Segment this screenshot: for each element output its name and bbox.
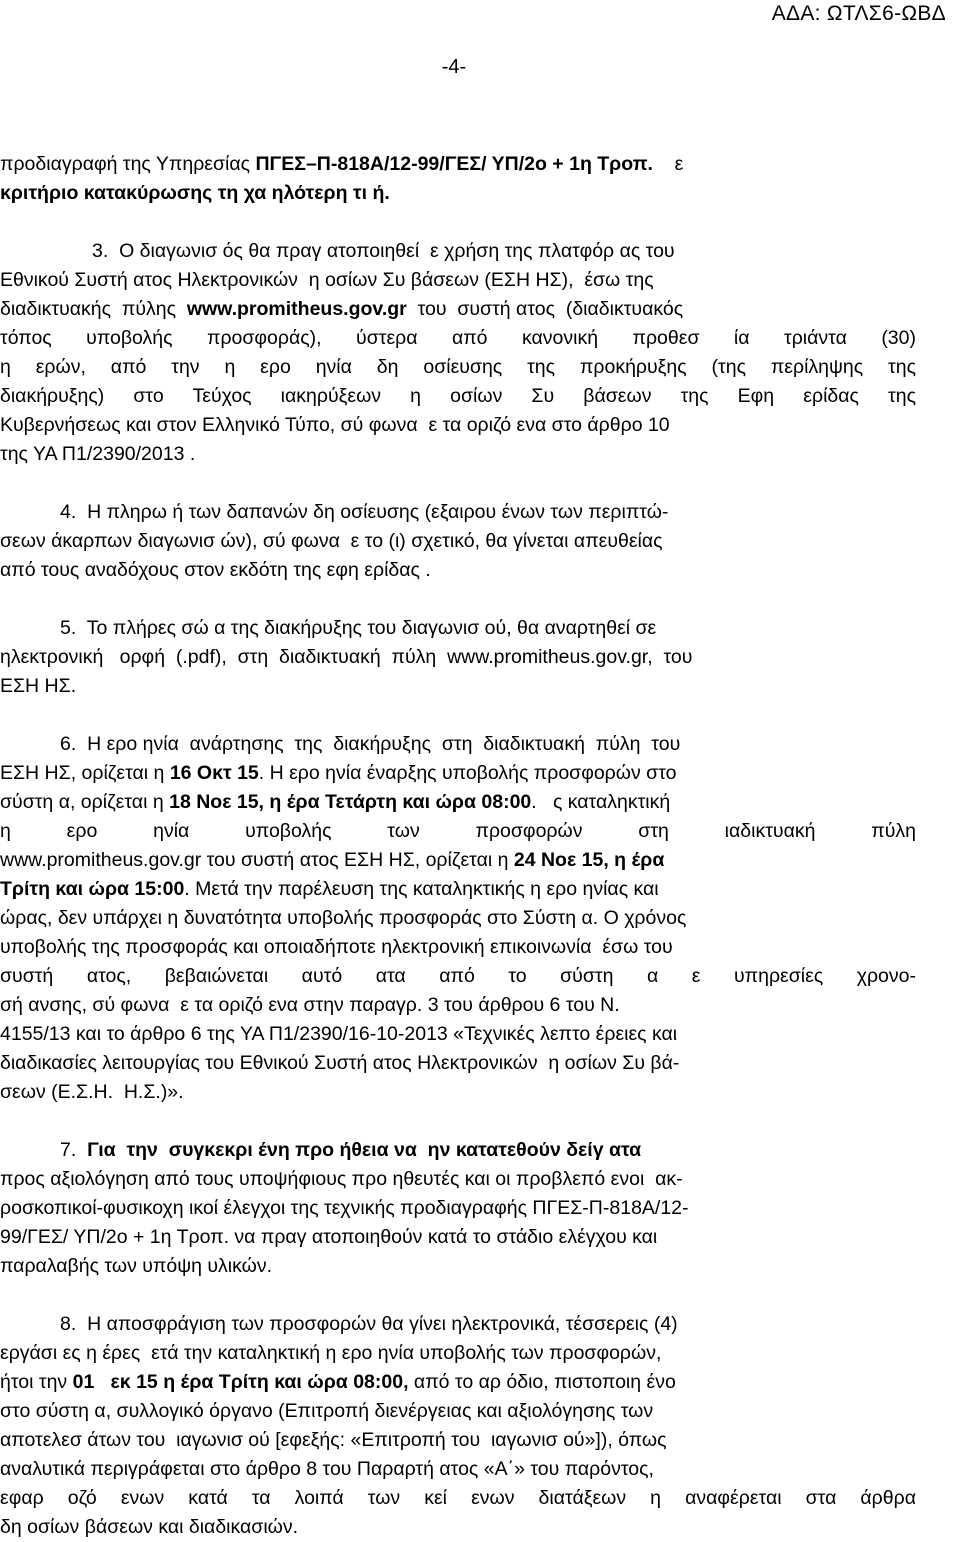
text-run: διακήρυξης) στο Τεύχος ιακηρύξεων η οσίων Συ βάσεων της Εφη ερίδας της: [0, 385, 916, 407]
text-run: της ΥΑ Π1/2390/2013 .: [0, 443, 196, 465]
text-run: ΕΣΗ ΗΣ, ορίζεται η: [0, 762, 170, 784]
bold-run: 01 εκ 15 η έρα Τρίτη και ώρα 08:00,: [72, 1371, 409, 1393]
text-run: ε: [652, 153, 684, 175]
text-run: εργάσι ες η έρες ετά την καταληκτική η ερο ηνία υποβολής των προσφορών,: [0, 1342, 662, 1364]
text-line: [0, 527, 663, 556]
text-line: [0, 643, 692, 672]
text-run: 99/ΓΕΣ/ ΥΠ/2ο + 1η Τροπ. να πραγ ατοποιηθούν κατά το στάδιο ελέγχου και: [0, 1226, 658, 1248]
text-run: 4155/13 και το άρθρο 6 της ΥΑ Π1/2390/16-10-2013 «Τεχνικές λεπτο έρειες και: [0, 1023, 678, 1045]
bold-run: κριτήριο κατακύρωσης τη χα ηλότερη τι ή.: [0, 182, 390, 204]
text-line: [0, 1455, 654, 1484]
text-line: [0, 295, 683, 324]
ada-code: ΑΔΑ: ΩΤΛΣ6-ΩΒΔ: [771, 2, 946, 25]
text-run: προς αξιολόγηση από τους υποψήφιους προ ηθευτές και οι προβλεπό ενοι ακ-: [0, 1168, 683, 1190]
text-run: υποβολής της προσφοράς και οποιαδήποτε ηλεκτρονική επικοινωνία έσω του: [0, 936, 673, 958]
text-line: [0, 1049, 679, 1078]
text-line: [0, 411, 670, 440]
text-run: www.promitheus.gov.gr του συστή ατος ΕΣΗ ΗΣ, ορίζεται η: [0, 849, 514, 871]
text-line: [0, 1252, 272, 1281]
text-run: ήτοι την: [0, 1371, 73, 1393]
text-run: ηλεκτρονική ορφή (.pdf), στη διαδικτυακή πύλη www.promitheus.gov.gr, του: [0, 646, 693, 668]
text-run: 6. Η ερο ηνία ανάρτησης της διακήρυξης στη διαδικτυακή πύλη του: [60, 733, 681, 755]
text-run: ΕΣΗ ΗΣ.: [0, 675, 77, 697]
text-line: [0, 440, 195, 469]
text-run: τόπος υποβολής προσφοράς), ύστερα από κανονική προθεσ ία τριάντα (30): [0, 327, 916, 349]
text-run: ώρας, δεν υπάρχει η δυνατότητα υποβολής προσφοράς στο Σύστη α. Ο χρόνος: [0, 907, 687, 929]
text-line: [0, 1368, 676, 1397]
text-line: [60, 614, 656, 643]
text-run: εφαρ οζό ενων κατά τα λοιπά των κεί ενων διατάξεων η αναφέρεται στα άρθρα: [0, 1487, 916, 1509]
bold-run: ΠΓΕΣ–Π-818Α/12-99/ΓΕΣ/ ΥΠ/2ο + 1η Τροπ.: [255, 153, 653, 175]
text-run: Εθνικού Συστή ατος Ηλεκτρονικών η οσίων Συ βάσεων (ΕΣΗ ΗΣ), έσω της: [0, 269, 654, 291]
text-run: 4. Η πληρω ή των δαπανών δη οσίευσης (εξαιρου ένων των περιπτώ-: [60, 501, 669, 523]
text-run: του συστή ατος (διαδικτυακός: [406, 298, 684, 320]
text-line: [60, 1136, 641, 1165]
text-line: [0, 382, 916, 411]
text-line: [0, 1078, 184, 1107]
text-line: [0, 875, 659, 904]
text-run: 7.: [60, 1139, 88, 1161]
text-run: στο σύστη α, συλλογικό όργανο (Επιτροπή διενέργειας και αξιολόγησης των: [0, 1400, 654, 1422]
text-line: [0, 1165, 683, 1194]
text-run: 3. Ο διαγωνισ ός θα πραγ ατοποιηθεί ε χρήση της πλατφόρ ας του: [92, 240, 675, 262]
bold-run: 24 Νοε 15, η έρα: [513, 849, 665, 871]
bold-run: 16 Οκτ 15: [169, 762, 259, 784]
text-run: δη οσίων βάσεων και διαδικασιών.: [0, 1516, 299, 1538]
text-run: συστή ατος, βεβαιώνεται αυτό ατα από το σύστη α ε υπηρεσίες χρονο-: [0, 965, 916, 987]
text-run: η ερών, από την η ερο ηνία δη οσίευσης της προκήρυξης (της περίληψης της: [0, 356, 916, 378]
text-run: σύστη α, ορίζεται η: [0, 791, 170, 813]
text-line: [0, 1194, 689, 1223]
text-line: [0, 1426, 667, 1455]
text-line: [0, 759, 676, 788]
text-line: [0, 324, 916, 353]
text-line: [0, 904, 686, 933]
text-run: η ερο ηνία υποβολής των προσφορών στη ιαδικτυακή πύλη: [0, 820, 916, 842]
text-run: σεων άκαρπων διαγωνισ ών), σύ φωνα ε το (ι) σχετικό, θα γίνεται απευθείας: [0, 530, 663, 552]
bold-run: Για την συγκεκρι ένη προ ήθεια να ην κατατεθούν δείγ ατα: [87, 1139, 642, 1161]
text-line: [60, 1310, 678, 1339]
bold-run: Τρίτη και ώρα 15:00: [0, 878, 185, 900]
text-run: . ς καταληκτική: [531, 791, 671, 813]
text-line: [0, 962, 916, 991]
text-line: [0, 991, 620, 1020]
text-line: [0, 1513, 298, 1542]
text-run: αναλυτικά περιγράφεται στο άρθρο 8 του Παραρτή ατος «Α΄» του παρόντος,: [0, 1458, 654, 1480]
text-line: [60, 498, 668, 527]
text-run: αποτελεσ άτων του ιαγωνισ ού [εφεξής: «Επιτροπή του ιαγωνισ ού»]), όπως: [0, 1429, 667, 1451]
text-run: διαδικασίες λειτουργίας του Εθνικού Συστή ατος Ηλεκτρονικών η οσίων Συ βά-: [0, 1052, 680, 1074]
text-run: από το αρ όδιο, πιστοποιη ένο: [408, 1371, 676, 1393]
text-line: [0, 556, 431, 585]
text-line: [92, 237, 675, 266]
text-line: [0, 353, 916, 382]
text-line: [0, 1484, 916, 1513]
text-run: διαδικτυακής πύλης: [0, 298, 187, 320]
bold-run: www.promitheus.gov.gr: [186, 298, 407, 320]
text-run: ροσκοπικοί-φυσικοχη ικοί έλεγχοι της τεχνικής προδιαγραφής ΠΓΕΣ-Π-818Α/12-: [0, 1197, 689, 1219]
text-line: [60, 730, 680, 759]
text-line: [0, 817, 916, 846]
text-line: [0, 1223, 657, 1252]
page-number: -4-: [441, 56, 467, 78]
text-line: [0, 788, 670, 817]
text-run: σεων (Ε.Σ.Η. Η.Σ.)».: [0, 1081, 184, 1103]
text-run: . Μετά την παρέλευση της καταληκτικής η ερο ηνίας και: [184, 878, 659, 900]
text-line: [0, 846, 664, 875]
text-run: από τους αναδόχους στον εκδότη της εφη ερίδας .: [0, 559, 431, 581]
text-line: [0, 1339, 661, 1368]
text-run: παραλαβής των υπόψη υλικών.: [0, 1255, 273, 1277]
text-line: [0, 1020, 677, 1049]
text-line: [0, 179, 390, 208]
text-run: προδιαγραφή της Υπηρεσίας: [0, 153, 256, 175]
text-line: [0, 1397, 653, 1426]
text-line: [0, 150, 683, 179]
text-run: 8. Η αποσφράγιση των προσφορών θα γίνει ηλεκτρονικά, τέσσερεις (4): [60, 1313, 678, 1335]
text-run: Κυβερνήσεως και στον Ελληνικό Τύπο, σύ φωνα ε τα οριζό ενα στο άρθρο 10: [0, 414, 670, 436]
text-run: σή ανσης, σύ φωνα ε τα οριζό ενα στην παραγρ. 3 του άρθρου 6 του Ν.: [0, 994, 620, 1016]
bold-run: 18 Νοε 15, η έρα Τετάρτη και ώρα 08:00: [169, 791, 532, 813]
text-line: [0, 266, 654, 295]
text-run: . Η ερο ηνία έναρξης υποβολής προσφορών στο: [258, 762, 677, 784]
text-line: [0, 933, 673, 962]
text-line: [0, 672, 76, 701]
text-run: 5. Το πλήρες σώ α της διακήρυξης του διαγωνισ ού, θα αναρτηθεί σε: [60, 617, 657, 639]
